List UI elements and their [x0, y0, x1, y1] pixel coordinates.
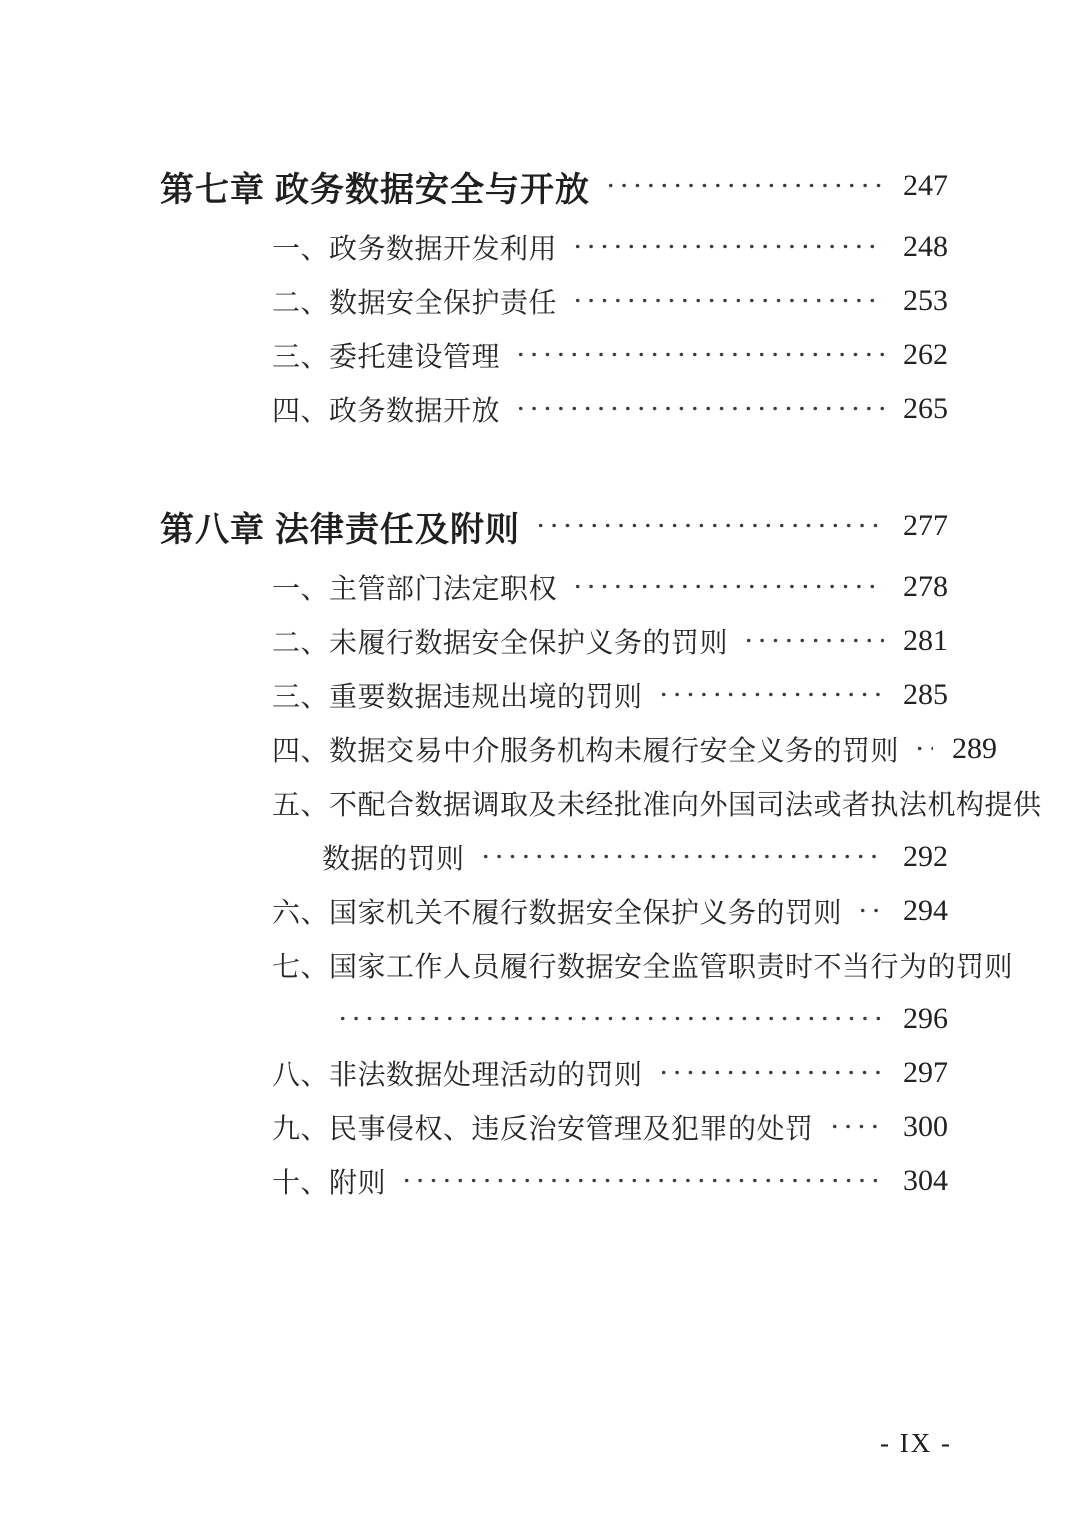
toc-item-row: [0, 722, 1080, 776]
dot-leader: [657, 668, 884, 722]
dot-leader: [514, 328, 884, 382]
toc-item-row: [0, 776, 1080, 830]
toc-item-row: [0, 382, 1080, 436]
chapter-title: 政务数据安全与开放: [275, 171, 590, 209]
toc-item-text: 五、不配合数据调取及未经批准向外国司法或者执法机构提供: [272, 789, 1042, 820]
toc-item-text: 二、数据安全保护责任: [272, 287, 558, 318]
toc-item-text: 九、民事侵权、违反治安管理及犯罪的处罚: [272, 1113, 814, 1144]
dot-leader: [742, 614, 884, 668]
toc-item-row: [0, 884, 1080, 938]
page-number: 262: [903, 338, 948, 371]
chapter-number: 第七章: [160, 171, 265, 209]
dot-leader: [571, 220, 884, 274]
toc-item-row: [0, 220, 1080, 274]
toc-item-text: 七、国家工作人员履行数据安全监管职责时不当行为的罚则: [272, 951, 1014, 982]
page-number: 253: [903, 284, 948, 317]
page-number: 247: [903, 169, 948, 202]
toc-item-text: 六、国家机关不履行数据安全保护义务的罚则: [272, 897, 843, 928]
toc-chapter-row: [0, 499, 1080, 553]
dot-leader: [479, 830, 884, 884]
toc-item-text: 二、未履行数据安全保护义务的罚则: [272, 627, 729, 658]
toc-item-row: [0, 1100, 1080, 1154]
page-number: 292: [903, 840, 948, 873]
toc-item-text: 八、非法数据处理活动的罚则: [272, 1059, 643, 1090]
toc-item-text: 三、重要数据违规出境的罚则: [272, 681, 643, 712]
dot-leader: [604, 159, 884, 213]
page-number: 289: [952, 732, 998, 765]
toc-item-row: [0, 938, 1080, 992]
page-number: 300: [903, 1110, 948, 1143]
toc-item-row: [0, 328, 1080, 382]
dot-leader: [571, 560, 884, 614]
chapter-title: 法律责任及附则: [275, 511, 520, 549]
page-number: 285: [903, 678, 948, 711]
toc-item-text: 四、数据交易中介服务机构未履行安全义务的罚则: [272, 735, 900, 766]
page-number: 278: [903, 570, 948, 603]
page-number: 297: [903, 1056, 948, 1089]
toc-item-text: 三、委托建设管理: [272, 341, 501, 372]
dot-leader: [828, 1100, 884, 1154]
dot-leader: [514, 382, 884, 436]
toc-item-text: 四、政务数据开放: [272, 395, 501, 426]
page-number: 277: [903, 509, 948, 542]
toc-item-row: [0, 668, 1080, 722]
toc-item-row: [0, 560, 1080, 614]
toc-chapter-row: [0, 159, 1080, 213]
page-number: 248: [903, 230, 948, 263]
dot-leader: [400, 1154, 884, 1208]
page-number: 304: [903, 1164, 948, 1197]
page-footer: [0, 1428, 1080, 1459]
toc-item-row: [0, 274, 1080, 328]
dot-leader: [571, 274, 884, 328]
dot-leader: [534, 499, 884, 553]
chapter-number: 第八章: [160, 511, 265, 549]
toc-item-text: 十、附则: [272, 1167, 387, 1198]
toc-continuation-row: [0, 830, 1080, 884]
toc-item-row: [0, 614, 1080, 668]
toc-continuation-text: 数据的罚则: [322, 843, 465, 874]
page-number: 265: [903, 392, 948, 425]
toc-item-row: [0, 1046, 1080, 1100]
page-number: 296: [903, 1002, 948, 1035]
page-number-roman: - IX -: [880, 1428, 952, 1458]
dot-leader: [657, 1046, 884, 1100]
page-number: 294: [903, 894, 948, 927]
dot-leader: [913, 722, 933, 776]
toc-continuation-row: [0, 992, 1080, 1046]
dot-leader: [856, 884, 884, 938]
toc-item-text: 一、政务数据开发利用: [272, 233, 558, 264]
toc-item-text: 一、主管部门法定职权: [272, 573, 558, 604]
page-number: 281: [903, 624, 948, 657]
dot-leader: [336, 992, 884, 1046]
toc-list: [0, 159, 1080, 1208]
toc-item-row: [0, 1154, 1080, 1208]
